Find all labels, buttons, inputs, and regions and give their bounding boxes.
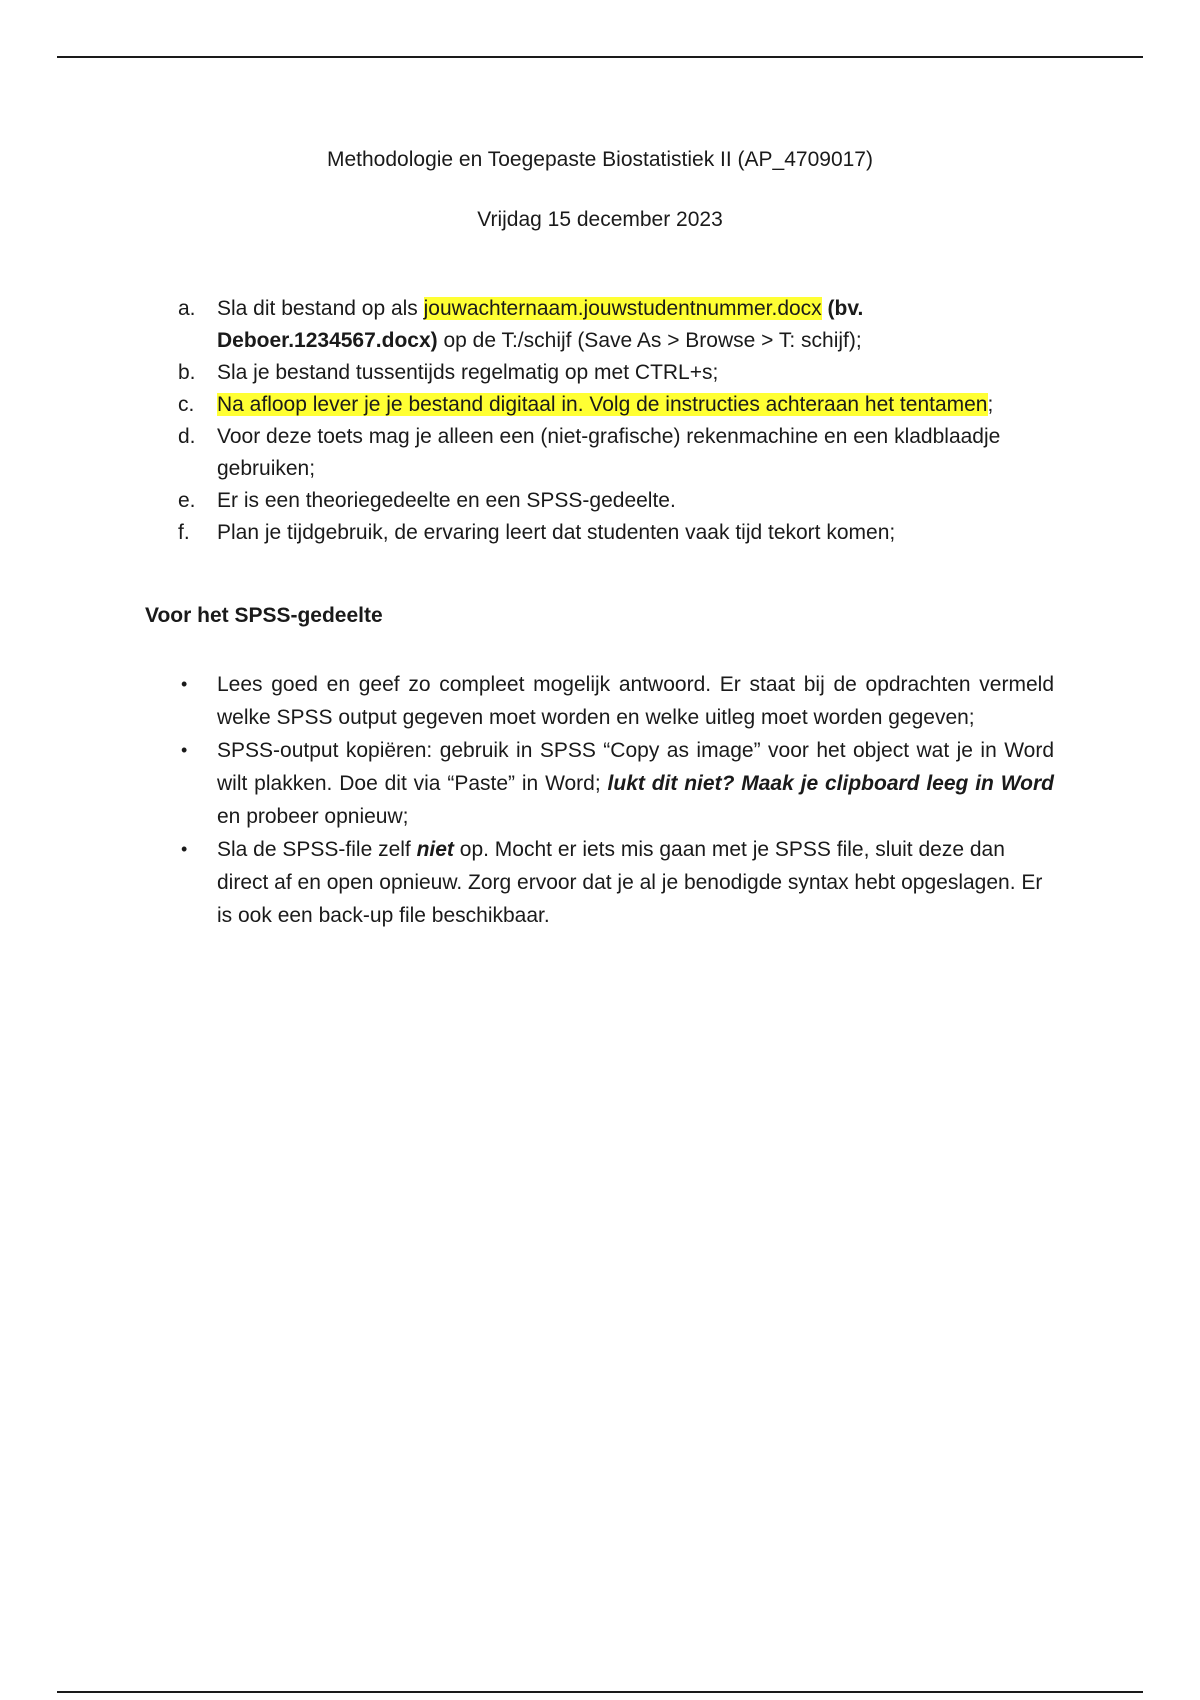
list-item-text: en probeer opnieuw; bbox=[217, 805, 409, 828]
list-item-text: Sla dit bestand op als bbox=[217, 297, 424, 320]
example-filename: (bv. Deboer.1234567.docx) bbox=[217, 297, 864, 352]
header-rule bbox=[57, 56, 1143, 58]
emphasis-text: niet bbox=[416, 838, 454, 861]
bullet-icon: • bbox=[181, 740, 188, 760]
list-item-text: op de T:/schijf (Save As > Browse > T: schijf); bbox=[437, 329, 862, 352]
list-item-text: Sla je bestand tussentijds regelmatig op met CTRL+s; bbox=[217, 361, 719, 384]
list-marker: a. bbox=[178, 297, 196, 320]
instruction-list bbox=[178, 293, 1058, 549]
list-item-text: Er is een theoriegedeelte en een SPSS-gedeelte. bbox=[217, 489, 676, 512]
list-marker: c. bbox=[178, 393, 195, 416]
list-item-text: op. Mocht er iets mis gaan met je SPSS file, sluit deze dan direct af en open opnieuw. Zorg ervoor dat je al je benodigde syntax hebt opgeslagen. Er is ook een back-up file beschikbaar. bbox=[217, 838, 1043, 927]
list-item-text: SPSS-output kopiëren: gebruik in SPSS “Copy as image” voor het object wat je in Word wilt plakken. Doe dit via “Paste” in Word; bbox=[217, 739, 1054, 795]
list-marker: f. bbox=[178, 521, 190, 544]
footer-rule bbox=[57, 1691, 1143, 1693]
list-item-text: Voor deze toets mag je alleen een (niet-grafische) rekenmachine en een kladblaadje gebruiken; bbox=[217, 425, 1001, 480]
list-item bbox=[178, 734, 1054, 833]
highlighted-filename: jouwachternaam.jouwstudentnummer.docx bbox=[423, 297, 822, 320]
list-item-text: Lees goed en geef zo compleet mogelijk antwoord. Er staat bij de opdrachten vermeld welke SPSS output gegeven moet worden en welke uitleg moet worden gegeven; bbox=[217, 673, 1054, 729]
highlighted-instruction: Na afloop lever je je bestand digitaal in. Volg de instructies achteraan het tentamen bbox=[217, 393, 988, 416]
list-item bbox=[178, 833, 1054, 932]
list-item-text: Plan je tijdgebruik, de ervaring leert dat studenten vaak tijd tekort komen; bbox=[217, 521, 896, 544]
list-item bbox=[178, 421, 1058, 485]
spss-bullet-list bbox=[178, 668, 1054, 932]
document-title: Methodologie en Toegepaste Biostatistiek II (AP_4709017) bbox=[327, 148, 873, 171]
list-marker: b. bbox=[178, 361, 196, 384]
bullet-icon: • bbox=[181, 839, 188, 859]
list-item bbox=[178, 357, 1058, 389]
bullet-icon: • bbox=[181, 674, 188, 694]
spss-section-heading: Voor het SPSS-gedeelte bbox=[145, 604, 383, 627]
list-item-text: ; bbox=[987, 393, 994, 416]
list-item bbox=[178, 389, 1058, 421]
list-item-text: Sla de SPSS-file zelf bbox=[217, 838, 417, 861]
list-item bbox=[178, 517, 1058, 549]
list-item bbox=[178, 293, 1058, 357]
list-item bbox=[178, 668, 1054, 734]
exam-date: Vrijdag 15 december 2023 bbox=[477, 208, 723, 231]
list-marker: d. bbox=[178, 425, 196, 448]
list-marker: e. bbox=[178, 489, 196, 512]
emphasis-text: lukt dit niet? Maak je clipboard leeg in Word bbox=[607, 772, 1054, 795]
list-item bbox=[178, 485, 1058, 517]
